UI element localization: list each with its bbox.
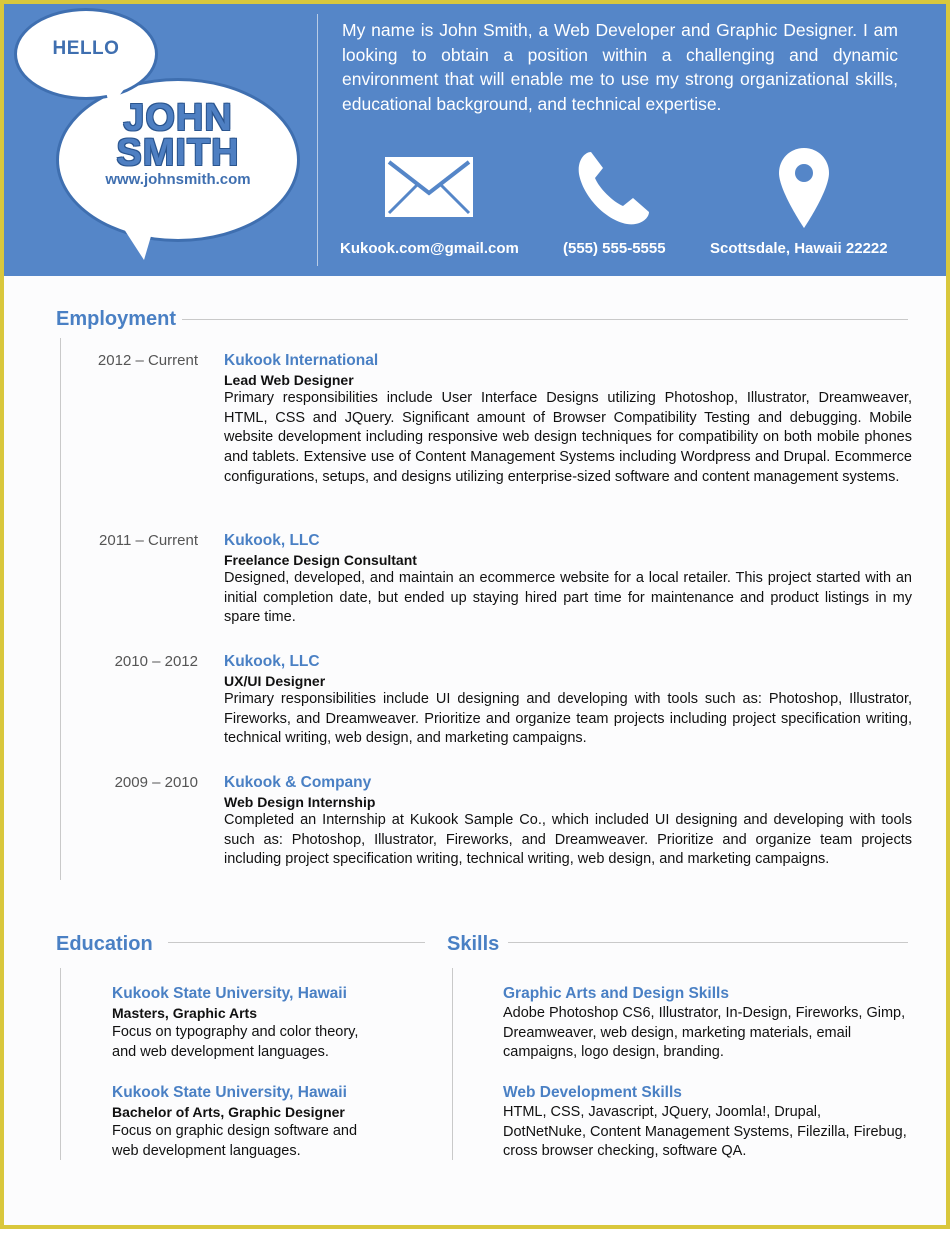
skills-rule [508, 942, 908, 943]
skill-heading: Web Development Skills [503, 1084, 682, 1101]
job-description: Primary responsibilities include User Interface Designs utilizing Photoshop, Illustrator, Dreamweaver, HTML, CSS and JQuery. Significant amount of Browser Compatibility Testing and debugging. Mobile website development including responsive web design techniques for compatibility on both mobile phones and tablets. Extensive use of Content Management Systems including Wordpress and Drupal. Ecommerce configurations, setups, and designs utilizing enterprise-sized software and content management systems. [224, 390, 912, 485]
school-name: Kukook State University, Hawaii [112, 1084, 347, 1101]
skills-heading: Skills [447, 933, 500, 955]
skills-line [452, 968, 453, 1160]
job-dates: 2009 – 2010 [114, 774, 198, 791]
education-description: Focus on typography and color theory, and web development languages. [112, 1024, 359, 1060]
last-name: SMITH [116, 132, 240, 174]
contact-phone[interactable]: (555) 555-5555 [563, 240, 666, 257]
job-company: Kukook, LLC [224, 532, 320, 549]
education-heading: Education [56, 933, 153, 955]
job-dates: 2011 – Current [99, 532, 198, 549]
job-title: Web Design Internship [224, 794, 376, 810]
skills-entry [503, 984, 908, 1063]
job-title: UX/UI Designer [224, 673, 326, 689]
map-pin-icon [777, 146, 831, 230]
school-name: Kukook State University, Hawaii [112, 985, 347, 1002]
degree: Masters, Graphic Arts [112, 1005, 257, 1021]
first-name: JOHN [123, 97, 233, 139]
education-entry [112, 984, 442, 1062]
job-title: Lead Web Designer [224, 372, 354, 388]
job-description: Designed, developed, and maintain an ecommerce website for a local retailer. This project started with an initial completion date, but ended up staying hired part time for maintenance and product listings in my spare time. [224, 570, 912, 626]
education-rule [168, 942, 425, 943]
job-description: Completed an Internship at Kukook Sample Co., which included UI designing and developing with tools such as: Photoshop, Illustrator, Fireworks, and Dreamweaver. Prioritize and organize team projects including project specification writing, technical writing, web design, and marketing campaigns. [224, 812, 912, 868]
employment-heading: Employment [56, 308, 177, 330]
skill-heading: Graphic Arts and Design Skills [503, 985, 729, 1002]
job-title: Freelance Design Consultant [224, 552, 417, 568]
job-dates: 2012 – Current [97, 352, 198, 369]
envelope-icon [385, 157, 473, 217]
skill-description: Adobe Photoshop CS6, Illustrator, In-Design, Fireworks, Gimp, Dreamweaver, web design, marketing materials, email campaigns, logo design, branding. [503, 1005, 906, 1061]
job-company: Kukook, LLC [224, 653, 320, 670]
education-line [60, 968, 61, 1160]
employment-timeline-line [60, 338, 61, 880]
objective-statement: My name is John Smith, a Web Developer and Graphic Designer. I am looking to obtain a position within a challenging and dynamic environment that will enable me to use my strong organizational skills, educational background, and technical expertise. [342, 20, 898, 114]
job-company: Kukook International [224, 352, 379, 369]
job-description: Primary responsibilities include UI designing and developing with tools such as: Photoshop, Illustrator, Fireworks, and Dreamweaver. Prioritize and organize team projects including project specification writing, technical writing, web design, and marketing campaigns. [224, 691, 912, 747]
skills-entry [503, 1083, 908, 1162]
website-link[interactable]: www.johnsmith.com [105, 171, 251, 188]
skill-description: HTML, CSS, Javascript, JQuery, Joomla!, Drupal, DotNetNuke, Content Management Systems, Filezilla, Firebug, cross browser checking, software QA. [503, 1104, 907, 1160]
contact-email[interactable]: Kukook.com@gmail.com [340, 240, 519, 257]
job-dates: 2010 – 2012 [114, 653, 198, 670]
education-entry [112, 1083, 442, 1161]
education-description: Focus on graphic design software and web development languages. [112, 1123, 358, 1159]
header-divider [317, 14, 318, 266]
job-company: Kukook & Company [224, 774, 372, 791]
employment-rule [182, 319, 908, 320]
resume-page [4, 4, 946, 1225]
degree: Bachelor of Arts, Graphic Designer [112, 1104, 345, 1120]
header-banner [4, 4, 946, 276]
name-bubble-tail [122, 226, 154, 260]
contact-address: Scottsdale, Hawaii 22222 [710, 240, 888, 257]
hello-text: HELLO [52, 38, 120, 59]
phone-icon [575, 150, 653, 228]
